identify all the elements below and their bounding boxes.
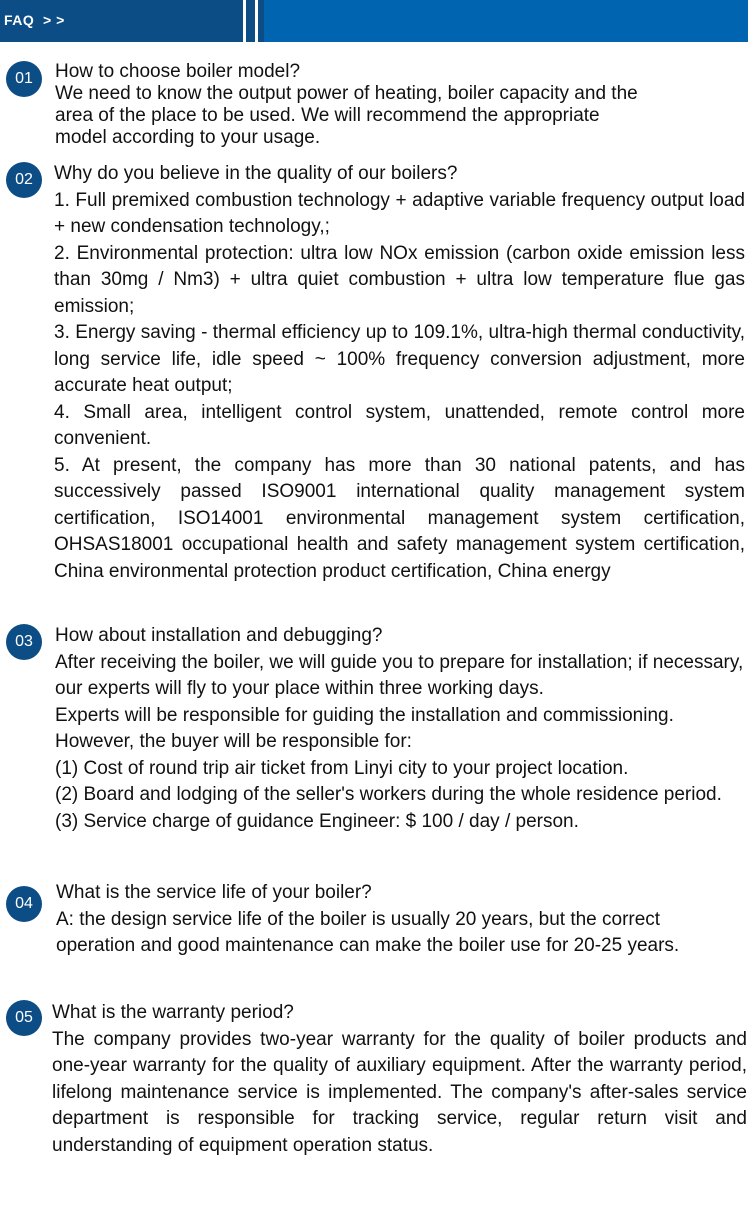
faq-number-badge: 02 [6,162,42,198]
faq-content [56,880,742,960]
faq-answer-paragraph: However, the buyer will be responsible for: [55,731,412,752]
faq-answer-paragraph: (2) Board and lodging of the seller's workers during the whole residence period. [55,784,722,805]
faq-answer-paragraph: The company provides two-year warranty for the quality of boiler products and one-year warranty for the quality of auxiliary equipment. After the warranty period, lifelong maintenance service is implemented. The company's after-sales service department is responsible for tracking service, regular return visit and understanding of equipment operation status. [52,1028,747,1156]
faq-answer-paragraph: After receiving the boiler, we will guide you to prepare for installation; if necessary, our experts will fly to your place within three working days. [55,651,744,699]
faq-question: What is the warranty period? [52,1002,294,1023]
faq-answer-paragraph: Experts will be responsible for guiding the installation and commissioning. [55,704,674,726]
faq-answer-paragraph: 1. Full premixed combustion technology + adaptive variable frequency output load + new condensation technology,; [54,189,745,237]
faq-header-bar [0,0,748,42]
faq-answer-paragraph: (3) Service charge of guidance Engineer: $ 100 / day / person. [55,810,579,832]
faq-number-badge: 03 [6,624,42,660]
faq-content [55,61,745,149]
faq-answer-paragraph: A: the design service life of the boiler is usually 20 years, but the correct operation and good maintenance can make the boiler use for 20-25 years. [56,908,680,956]
faq-answer-line: We need to know the output power of heating, boiler capacity and the [55,83,638,104]
faq-answer-paragraph: 4. Small area, intelligent control system, unattended, remote control more convenient. [54,401,745,449]
faq-answer-line: area of the place to be used. We will recommend the appropriate [55,105,600,126]
faq-answer-paragraph: 3. Energy saving - thermal efficiency up to 109.1%, ultra-high thermal conductivity, long service life, idle speed ~ 100% frequency conversion adjustment, more accurate heat output; [54,322,745,396]
faq-number-badge: 05 [6,1000,42,1036]
faq-content [54,161,745,585]
faq-question: What is the service life of your boiler? [56,882,372,903]
faq-question: How about installation and debugging? [55,625,383,646]
faq-answer-paragraph: 2. Environmental protection: ultra low NOx emission (carbon oxide emission less than 30mg / Nm3) + ultra quiet combustion + ultra low temperature flue gas emission; [54,242,745,317]
faq-answer-paragraph: (1) Cost of round trip air ticket from Linyi city to your project location. [55,757,629,779]
faq-content [52,1000,747,1159]
header-stripe [258,0,264,42]
faq-content [55,623,748,835]
faq-answer-paragraph: 5. At present, the company has more than 30 national patents, and has successively passed ISO9001 international quality management system certification, ISO14001 environmental management system certification, OHSAS18001 occupational health and safety management system certification, China environmental protection product certification, China energy [54,454,745,582]
faq-title: FAQ > > [4,12,65,28]
faq-number-badge: 01 [6,61,42,97]
faq-question: How to choose boiler model? [55,61,301,82]
faq-question: Why do you believe in the quality of our boilers? [54,163,458,184]
header-stripe [246,0,255,42]
faq-answer-line: model according to your usage. [55,127,321,148]
faq-number-badge: 04 [6,886,42,922]
